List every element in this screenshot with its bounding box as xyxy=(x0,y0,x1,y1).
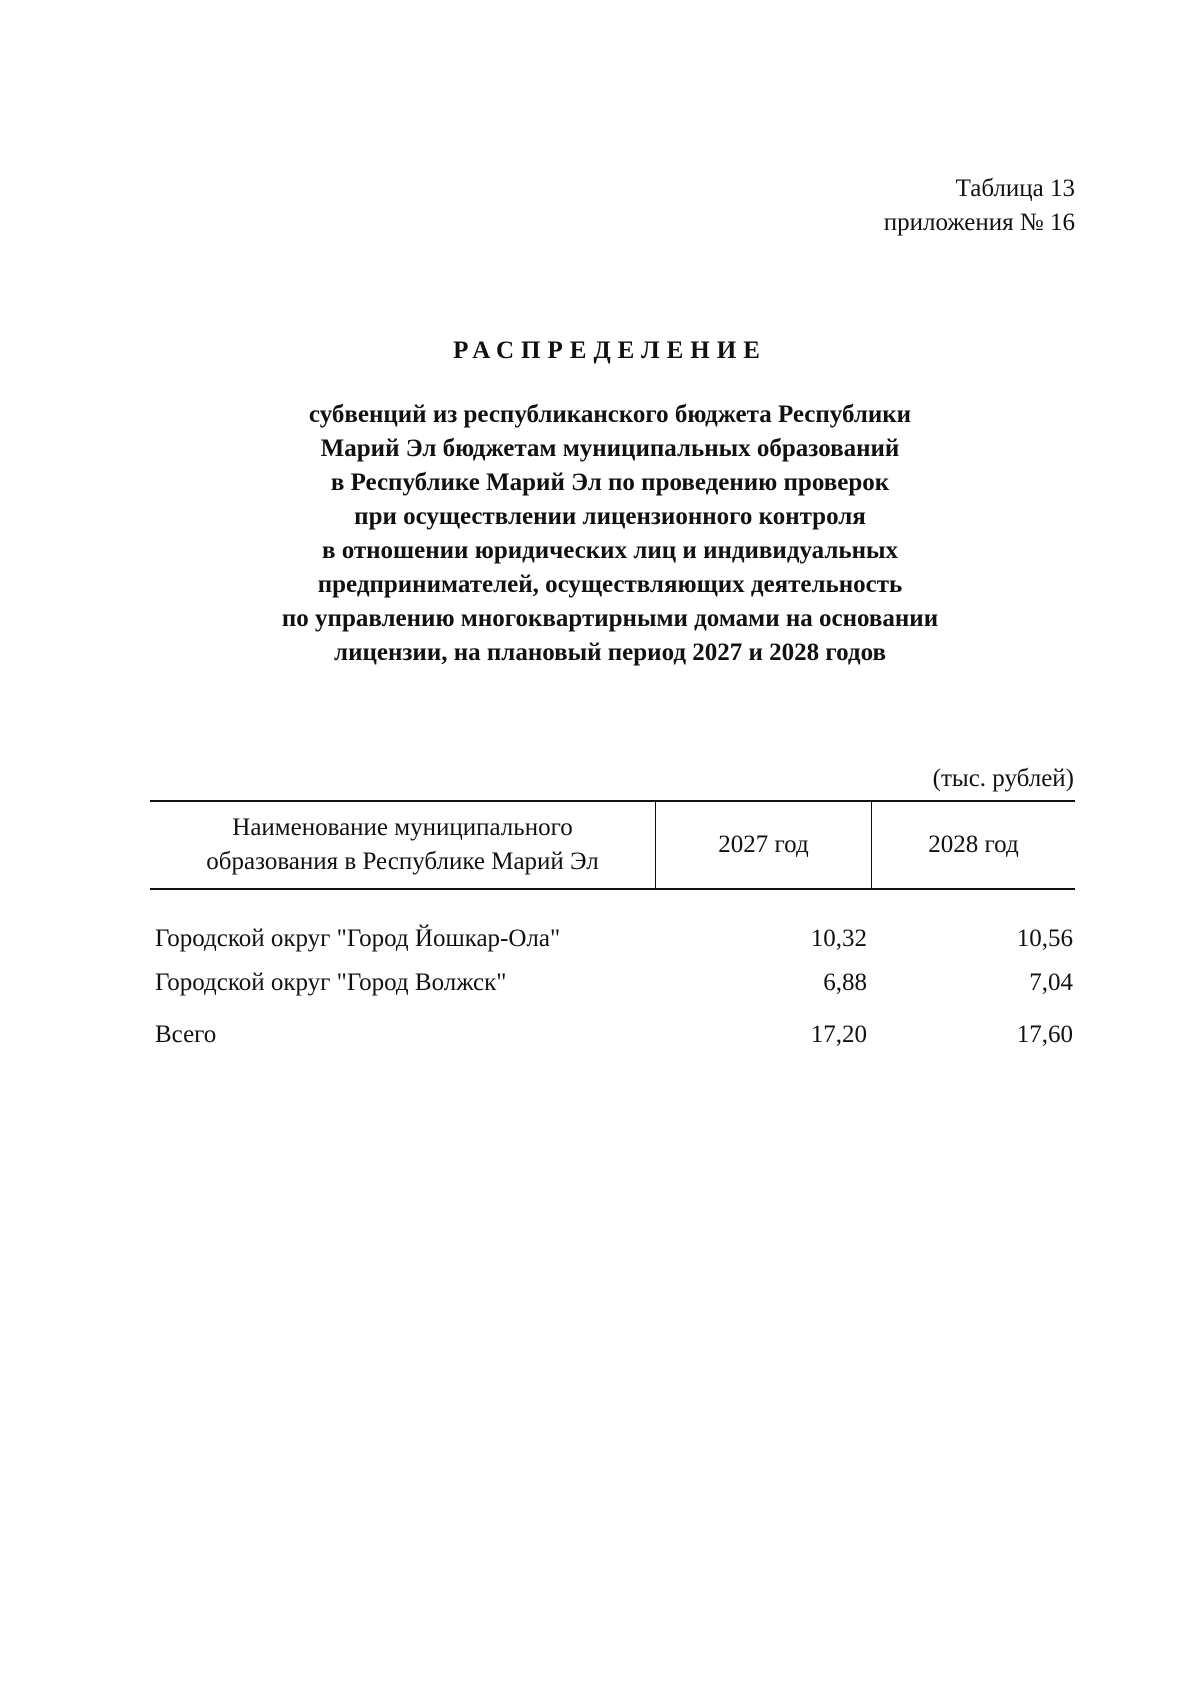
subtitle-line: лицензии, на плановый период 2027 и 2028 годов xyxy=(334,639,886,666)
table-reference xyxy=(884,172,1075,240)
row-municipality: Городской округ "Город Йошкар-Ола" xyxy=(155,925,561,952)
document-heading: РАСПРЕДЕЛЕНИЕ xyxy=(453,337,767,364)
appendix-number: приложения № 16 xyxy=(883,209,1075,236)
table-row xyxy=(150,922,1075,956)
total-value-2027: 17,20 xyxy=(810,1021,867,1048)
total-row xyxy=(150,1018,1075,1052)
row-value-2028: 7,04 xyxy=(1029,969,1073,996)
subtitle-line: при осуществлении лицензионного контроля xyxy=(354,503,866,530)
table-number: Таблица 13 xyxy=(955,175,1075,202)
header-municipality-line: образования в Республике Марий Эл xyxy=(206,848,599,875)
subtitle-line: в Республике Марий Эл по проведению проверок xyxy=(330,469,890,496)
total-label: Всего xyxy=(155,1021,217,1048)
header-municipality-line: Наименование муниципального xyxy=(232,814,573,841)
row-value-2028: 10,56 xyxy=(1016,925,1073,952)
row-value-2027: 10,32 xyxy=(810,925,867,952)
units-label: (тыс. рублей) xyxy=(932,765,1074,792)
subtitle-line: Марий Эл бюджетам муниципальных образований xyxy=(320,435,900,462)
subtitle-line: в отношении юридических лиц и индивидуальных xyxy=(321,537,899,564)
row-value-2027: 6,88 xyxy=(823,969,867,996)
subtitle-line: по управлению многоквартирными домами на основании xyxy=(281,605,939,632)
row-municipality: Городской округ "Город Волжск" xyxy=(155,969,507,996)
total-value-2028: 17,60 xyxy=(1016,1021,1073,1048)
subtitle-line: субвенций из республиканского бюджета Республики xyxy=(308,401,912,428)
table-row xyxy=(150,966,1075,1000)
header-year-2027: 2027 год xyxy=(656,802,872,888)
table-header xyxy=(150,800,1075,890)
document-subtitle xyxy=(150,398,1070,670)
subtitle-line: предпринимателей, осуществляющих деятельность xyxy=(317,571,903,598)
header-year-2028: 2028 год xyxy=(928,831,1019,858)
distribution-table xyxy=(150,800,1075,1048)
header-municipality xyxy=(150,802,656,888)
